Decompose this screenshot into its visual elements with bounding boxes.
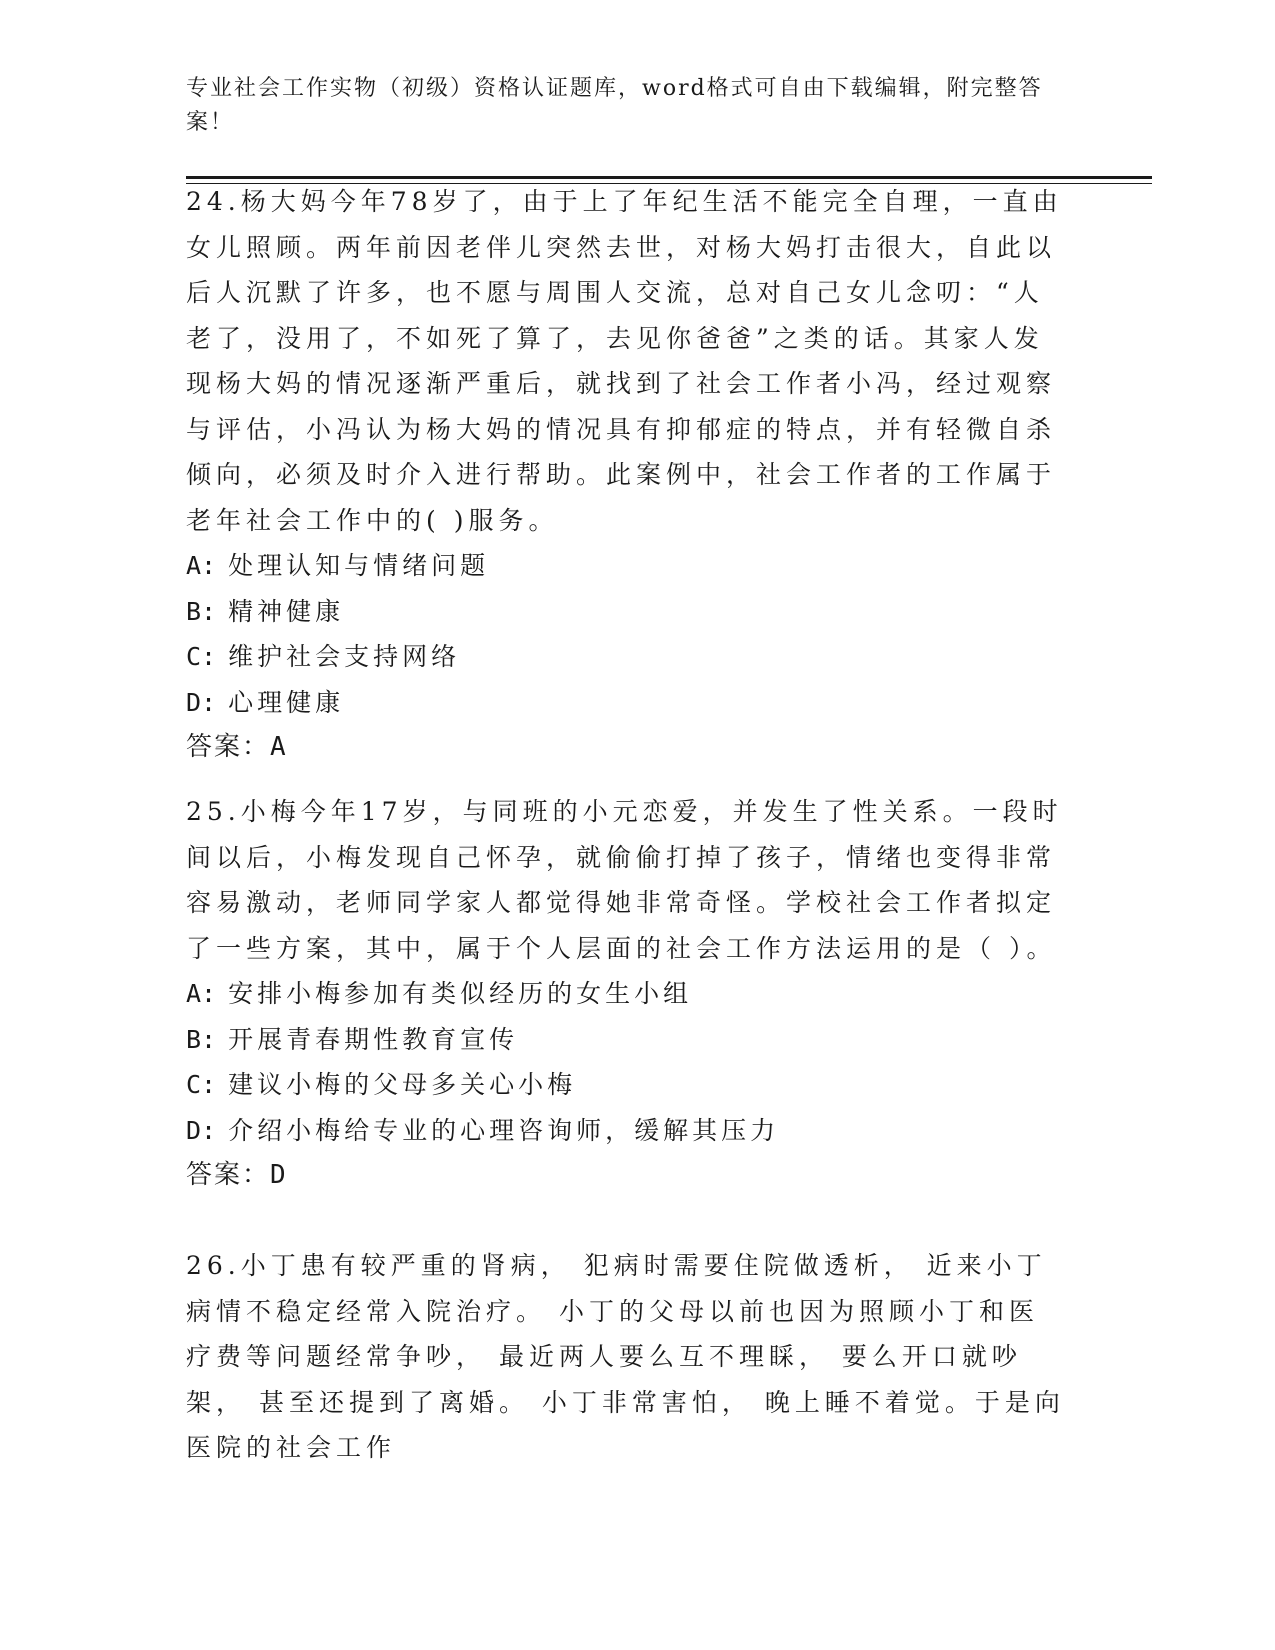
- header-title: 专业社会工作实物（初级）资格认证题库，word格式可自由下载编辑，附完整答案！: [186, 76, 1043, 135]
- option-letter: C:: [186, 642, 217, 671]
- option-b: [186, 589, 1066, 635]
- option-c: [186, 634, 1066, 680]
- option-text: 维护社会支持网络: [228, 642, 461, 671]
- option-text: 心理健康: [228, 687, 345, 717]
- option-text: 处理认知与情绪问题: [228, 551, 490, 580]
- question-stem: 25.小梅今年17岁，与同班的小元恋爱，并发生了性关系。一段时间以后，小梅发现自己怀孕，就偷偷打掉了孩子，情绪也变得非常容易激动，老师同学家人都觉得她非常奇怪。学校社会工作者拟定了一些方案，其中，属于个人层面的社会工作方法运用的是（ ）。: [186, 797, 1063, 963]
- question-26: [186, 1243, 1066, 1471]
- question-24: [186, 179, 1066, 771]
- option-a: [186, 543, 1066, 589]
- option-text: 建议小梅的父母多关心小梅: [228, 1070, 577, 1099]
- option-letter: A:: [186, 551, 217, 580]
- option-letter: B:: [186, 1024, 217, 1054]
- option-letter: D:: [186, 687, 217, 717]
- option-letter: A:: [186, 979, 217, 1008]
- option-text: 安排小梅参加有类似经历的女生小组: [228, 979, 693, 1008]
- option-d: [186, 680, 1066, 726]
- option-b: [186, 1017, 1066, 1063]
- question-stem: 26.小丁患有较严重的肾病， 犯病时需要住院做透析， 近来小丁病情不稳定经常入院治疗。 小丁的父母以前也因为照顾小丁和医疗费等问题经常争吵， 最近两人要么互不理睬， 要么开口就吵架， 甚至还提到了离婚。 小丁非常害怕， 晚上睡不着觉。于是向医院的社会工作: [186, 1251, 1065, 1462]
- document-header: [186, 72, 1066, 140]
- option-text: 介绍小梅给专业的心理咨询师，缓解其压力: [228, 1115, 780, 1145]
- question-25: [186, 789, 1066, 1199]
- option-text: 开展青春期性教育宣传: [228, 1024, 519, 1054]
- option-d: [186, 1108, 1066, 1154]
- option-c: [186, 1062, 1066, 1108]
- option-a: [186, 971, 1066, 1017]
- option-text: 精神健康: [228, 596, 345, 626]
- answer-line: [186, 725, 1066, 771]
- answer-line: [186, 1153, 1066, 1199]
- answer-label: 答案：: [186, 1160, 271, 1190]
- answer-label: 答案：: [186, 732, 271, 762]
- answer-value: D: [270, 1160, 288, 1190]
- option-letter: B:: [186, 596, 217, 626]
- question-stem: 24.杨大妈今年78岁了，由于上了年纪生活不能完全自理，一直由女儿照顾。两年前因老伴儿突然去世，对杨大妈打击很大，自此以后人沉默了许多，也不愿与周围人交流，总对自己女儿念叨：“人老了，没用了，不如死了算了，去见你爸爸”之类的话。其家人发现杨大妈的情况逐渐严重后，就找到了社会工作者小冯，经过观察与评估，小冯认为杨大妈的情况具有抑郁症的特点，并有轻微自杀倾向，必须及时介入进行帮助。此案例中，社会工作者的工作属于老年社会工作中的( )服务。: [186, 187, 1063, 535]
- answer-value: A: [270, 732, 288, 762]
- option-letter: C:: [186, 1070, 217, 1099]
- option-letter: D:: [186, 1115, 217, 1145]
